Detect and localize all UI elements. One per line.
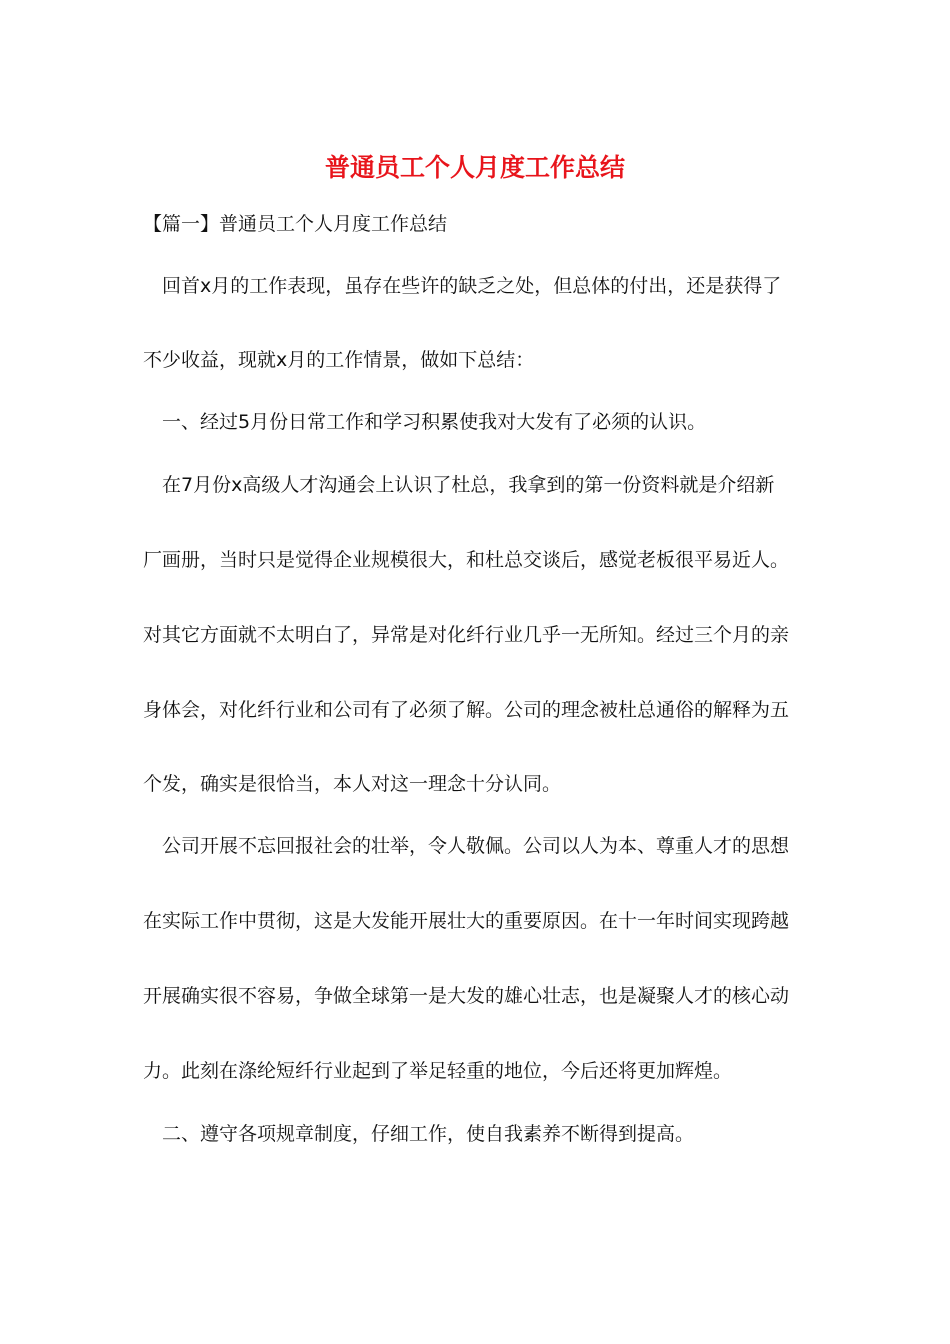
paragraph-line: 开展确实很不容易，争做全球第一是大发的雄心壮志，也是凝聚人才的核心动 [143,985,790,1007]
paragraph-line: 二、遵守各项规章制度，仔细工作，使自我素养不断得到提高。 [162,1123,695,1145]
paragraph-line: 在7月份x高级人才沟通会上认识了杜总，我拿到的第一份资料就是介绍新 [162,474,775,496]
paragraph-line: 在实际工作中贯彻，这是大发能开展壮大的重要原因。在十一年时间实现跨越 [143,910,790,932]
paragraph-line: 一、经过5月份日常工作和学习积累使我对大发有了必须的认识。 [162,411,707,433]
document-title: 普通员工个人月度工作总结 [324,153,625,182]
paragraph-line: 身体会，对化纤行业和公司有了必须了解。公司的理念被杜总通俗的解释为五 [143,699,790,721]
paragraph-line: 公司开展不忘回报社会的壮举，令人敬佩。公司以人为本、尊重人才的思想 [162,835,790,857]
section-heading: 【篇一】普通员工个人月度工作总结 [143,213,448,235]
paragraph-line: 对其它方面就不太明白了，异常是对化纤行业几乎一无所知。经过三个月的亲 [143,624,790,646]
paragraph-line: 厂画册，当时只是觉得企业规模很大，和杜总交谈后，感觉老板很平易近人。 [143,549,790,571]
paragraph-line: 回首x月的工作表现，虽存在些许的缺乏之处，但总体的付出，还是获得了 [162,275,782,297]
paragraph-line: 不少收益，现就x月的工作情景，做如下总结： [143,349,535,371]
paragraph-line: 个发，确实是很恰当，本人对这一理念十分认同。 [143,773,562,795]
paragraph-line: 力。此刻在涤纶短纤行业起到了举足轻重的地位，今后还将更加辉煌。 [143,1060,733,1082]
